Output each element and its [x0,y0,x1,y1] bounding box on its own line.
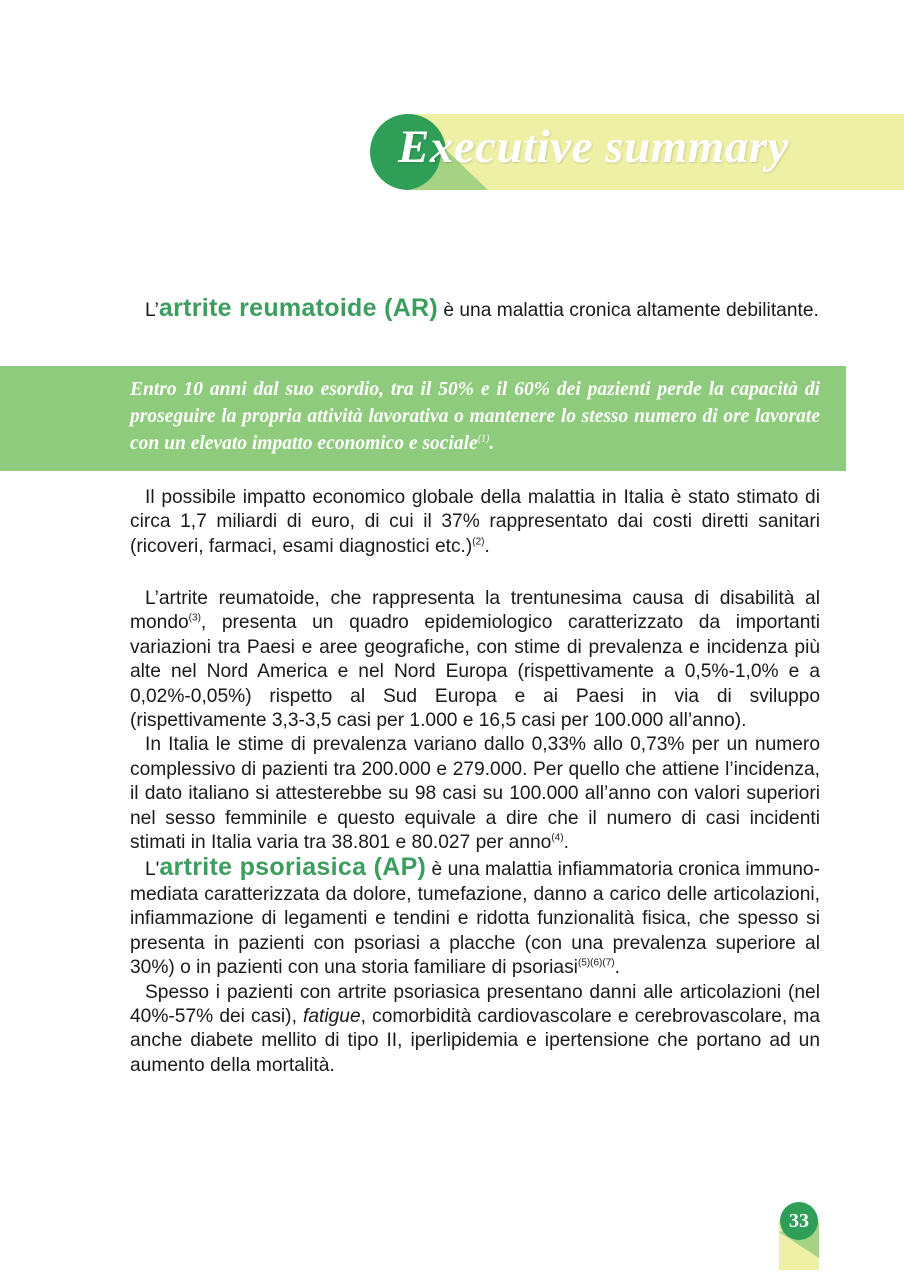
body-text [130,587,820,1078]
impact-ref: (2) [472,536,485,548]
term-artrite-psoriasica: artrite psoriasica (AP) [159,853,427,882]
term-artrite-reumatoide: artrite reumatoide (AR) [158,294,439,322]
page-number: 33 [789,1210,809,1232]
comorbidity-italic: fatigue [303,1005,361,1027]
highlight-quote [130,376,820,457]
intro-prefix: L’ [145,300,159,321]
comorbidity-paragraph [130,981,820,1079]
intro-paragraph [130,296,820,323]
comorbidity-part1: Spesso i pazienti con artrite psoriasica presentano danni alle articolazioni (nel 40%-57% dei casi), [130,981,820,1027]
quote-ref: (1) [477,433,490,445]
epidemiology-paragraph [130,587,820,733]
impact-end: . [484,535,490,557]
intro-rest: è una malattia cronica altamente debilitante. [438,300,819,321]
italy-end: . [563,832,569,854]
psoriatic-prefix: L' [145,859,160,881]
italy-paragraph [130,733,820,855]
psoriatic-paragraph [130,855,820,980]
impact-paragraph [130,486,820,559]
epidemiology-part1: L’artrite reumatoide, che rappresenta la trentunesima causa di disabilità al mondo [130,588,820,634]
italy-text: In Italia le stime di prevalenza variano dallo 0,33% allo 0,73% per un numero complessivo di pazienti tra 200.000 e 279.000. Per quello che attiene l’incidenza, il dato italiano si attesterebbe su 98 casi su 100.000 all’anno con valori superiori nel sesso femminile e questo equivale a dire che il numero di casi incidenti stimati in Italia varia tra 38.801 e 80.027 per anno [130,734,820,854]
epidemiology-ref: (3) [188,613,201,625]
comorbidity-part2: , comorbidità cardiovascolare e cerebrovascolare, ma anche diabete mellito di tipo II, iperlipidemia e ipertensione che portano ad un aumento della mortalità. [130,1005,820,1076]
psoriatic-rest: è una malattia infiammatoria cronica immuno-mediata caratterizzata da dolore, tumefazione, danno a carico delle articolazioni, infiammazione di legamenti e tendini e ridotta funzionalità fisica, che spesso si presenta in pazienti con psoriasi a placche (con una prevalenza superiore al 30%) o in pazienti con una storia familiare di psoriasi [130,859,820,979]
quote-text: Entro 10 anni dal suo esordio, tra il 50% e il 60% dei pazienti perde la capacità di proseguire la propria attività lavorativa o mantenere lo stesso numero di ore lavorate con un elevato impatto economico e sociale [130,379,820,454]
psoriatic-ref: (5)(6)(7) [577,957,615,969]
quote-end: . [489,433,495,454]
psoriatic-end: . [614,957,620,979]
italy-ref: (4) [551,832,564,844]
impact-text: Il possibile impatto economico globale della malattia in Italia è stato stimato di circa 1,7 miliardi di euro, di cui il 37% rappresentato dai costi diretti sanitari (ricoveri, farmaci, esami diagnostici etc.) [130,487,820,557]
epidemiology-part2: , presenta un quadro epidemiologico caratterizzato da importanti variazioni tra Paesi e aree geografiche, con stime di prevalenza e incidenza più alte nel Nord America e nel Nord Europa (rispettivamente a 0,5%-1,0% e a 0,02%-0,05%) rispetto al Sud Europa e ai Paesi in via di sviluppo (rispettivamente 3,3-3,5 casi per 1.000 e 16,5 casi per 100.000 all’anno). [130,612,820,732]
page-title: Executive summary [398,121,789,173]
